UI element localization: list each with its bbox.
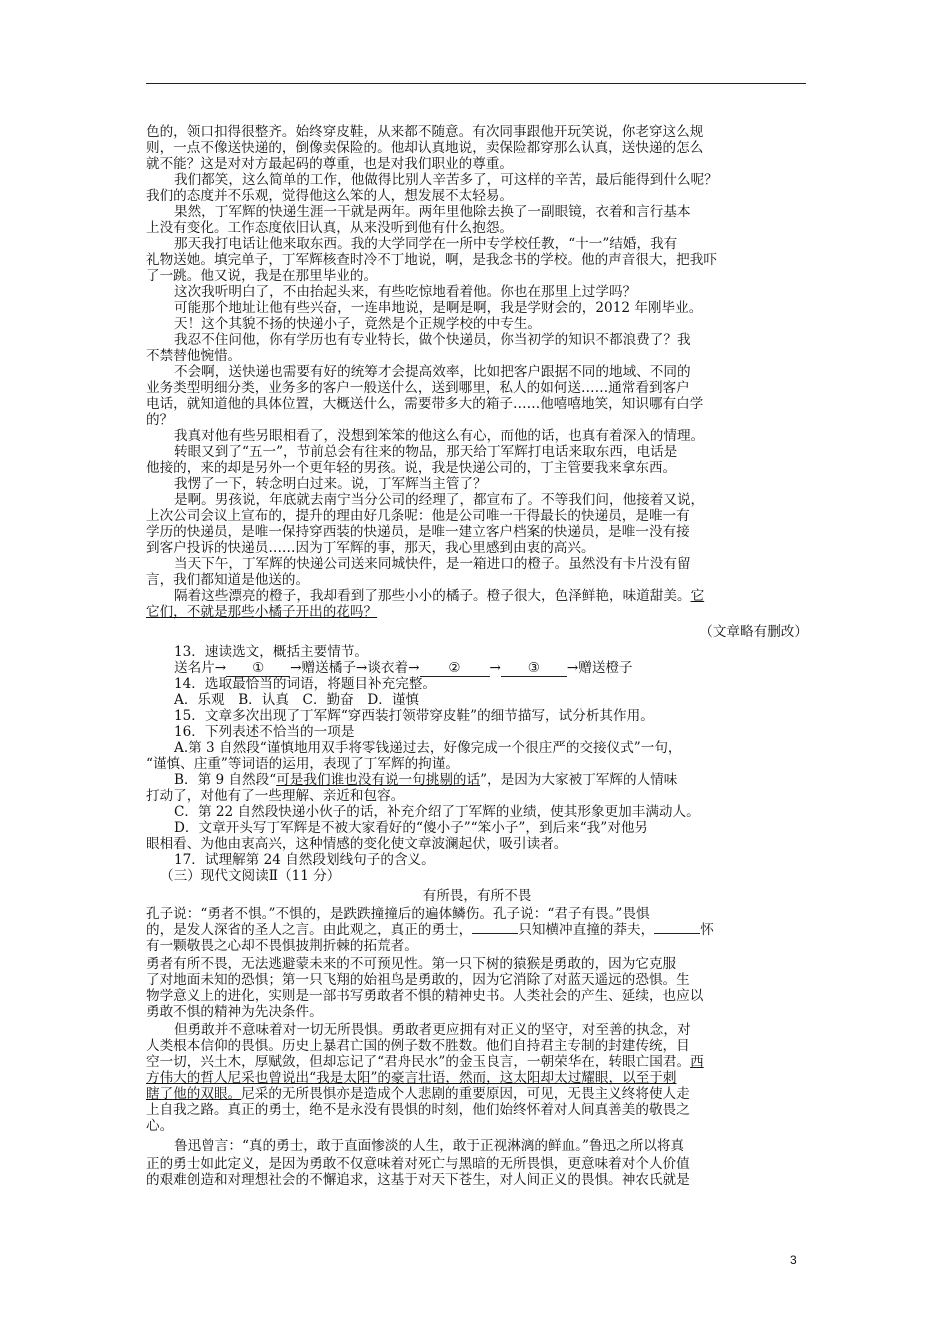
text-line: 业务类型明细分类，业务多的客户一般送什么，送到哪里，私人的如何送……通常看到客户	[146, 380, 690, 396]
text-line: 礼物送她。填完单子，丁军辉核查时冷不丁地说，啊，是我念书的学校。他的声音很大，把我吓	[146, 252, 717, 268]
option-a: A.第 3 自然段“谨慎地用双手将零钱递过去，好像完成一个很庄严的交接仪式”一句，	[174, 740, 682, 756]
text-line	[146, 1070, 808, 1086]
answer-blank-2[interactable]: ②	[420, 660, 490, 677]
text-line: 当天下午，丁军辉的快递公司送来同城快件，是一箱进口的橙子。虽然没有卡片没有留	[174, 556, 691, 572]
text-line	[146, 1086, 808, 1102]
text-line: 鲁迅曾言：“真的勇士，敢于直面惨淡的人生，敢于正视淋漓的鲜血。”鲁迅之所以将真	[174, 1138, 685, 1154]
underlined-sentence: 瞎了他的双眼。	[146, 1086, 242, 1102]
text-line: 我真对他有些另眼相看了，没想到笨笨的他这么有心，而他的话，也真有着深入的情理。	[174, 428, 705, 444]
text-line: 心。	[146, 1118, 174, 1134]
text-line: 我们都笑，这么简单的工作，他做得比别人辛苦多了，可这样的辛苦，最后能得到什么呢？	[174, 172, 718, 188]
option-c: C．第 22 自然段快递小伙子的话，补充介绍了丁军辉的业绩，使其形象更加丰满动人。	[174, 804, 700, 820]
underlined-sentence: 西	[690, 1054, 704, 1070]
text-span: 送名片→	[174, 660, 227, 676]
text-span: 尼采的无所畏惧亦是造成个人悲剧的重要原因，可见，无畏主义终将使人走	[241, 1086, 690, 1102]
question-15: 15．文章多次出现了丁军辉“穿西装打领带穿皮鞋”的细节描写，试分析其作用。	[174, 708, 654, 724]
text-line: 但勇敢并不意味着对一切无所畏惧。勇敢者更应拥有对正义的坚守，对至善的执念，对	[174, 1022, 691, 1038]
underlined-sentence: 方伟大的哲人尼采也曾说出“我是太阳”的豪言壮语，然而，这太阳却太过耀眼，以至于刺	[146, 1070, 677, 1086]
text-line: 电话，就知道他的具体位置，大概送什么，需要带多大的箱子……他嘻嘻地笑，知识哪有白学	[146, 396, 704, 412]
fill-blank[interactable]	[472, 933, 518, 934]
question-16: 16．下列表述不恰当的一项是	[174, 724, 355, 740]
question-14-options: A．乐观 B．认真 C．勤奋 D．谨慎	[174, 692, 420, 708]
answer-blank-1[interactable]: ①	[226, 660, 290, 677]
text-line: 物学意义上的进化，实则是一部书写勇敢者不惧的精神史书。人类社会的产生、延续，也应以	[146, 988, 704, 1004]
text-span: 隔着这些漂亮的橙子，我却看到了那些小小的橘子。橙子很大，色泽鲜艳，味道甜美。	[174, 588, 691, 604]
text-line: 上没有变化。工作态度依旧认真，从来没听到他有什么抱怨。	[146, 220, 514, 236]
text-line: 我忍不住问他，你有学历也有专业特长，做个快递员，你当初学的知识不都浪费了？我	[174, 332, 691, 348]
fill-blank[interactable]	[654, 933, 700, 934]
text-line: 可能那个地址让他有些兴奋，一连串地说，是啊是啊，我是学财会的，2012 年刚毕业。	[174, 300, 703, 316]
answer-blank-3[interactable]: ③	[501, 660, 567, 677]
underlined-sentence: 它	[690, 588, 705, 604]
text-line: 则，一点不像送快递的，倒像卖保险的。他却认真地说，卖保险都穿那么认真，送快递的怎么	[146, 140, 704, 156]
text-line: 色的，领口扣得很整齐。始终穿皮鞋，从来都不随意。有次同事跟他开玩笑说，你老穿这么规	[146, 124, 704, 140]
text-line: 果然，丁军辉的快递生涯一干就是两年。两年里他除去换了一副眼镜，衣着和言行基本	[174, 204, 691, 220]
question-17: 17．试理解第 24 自然段划线句子的含义。	[174, 852, 435, 868]
text-line: 天！这个其貌不扬的快递小子，竟然是个正规学校的中专生。	[174, 316, 542, 332]
text-span: 怀	[700, 922, 714, 938]
text-line: 孔子说：“勇者不惧。”不惧的，是跌跌撞撞后的遍体鳞伤。孔子说：“君子有畏。”畏惧	[146, 906, 650, 922]
text-line: 上次公司会议上宣布的，提升的理由好几条呢：他是公司唯一干得最长的快递员，是唯一有	[146, 508, 690, 524]
section-heading: （三）现代文阅读Ⅱ（11 分）	[160, 868, 341, 884]
text-span: →赠送橙子	[566, 660, 633, 676]
text-span: B．第 9 自然段“	[174, 772, 277, 788]
text-span: 只知横冲直撞的莽夫，	[518, 922, 655, 938]
text-line: 眼相看、为他由衷高兴，这种情感的变化使文章波澜起伏，吸引读者。	[146, 836, 568, 852]
text-line	[146, 1054, 808, 1070]
text-span: →	[489, 660, 501, 676]
text-line: 了一跳。他又说，我是在那里毕业的。	[146, 268, 378, 284]
text-line: 这次我听明白了，不由抬起头来，有些吃惊地看着他。你也在那里上过学吗？	[174, 284, 637, 300]
text-span: 空一切，兴土木，厚赋敛，但却忘记了“君舟民水”的金玉良言，一朝荣华在，转眼亡国君。	[146, 1054, 691, 1070]
text-line: 我们的态度并不乐观，觉得他这么笨的人，想发展不太轻易。	[146, 188, 514, 204]
text-line: 上自我之路。真正的勇士，绝不是永没有畏惧的时刻，他们始终怀着对人间真善美的敬畏之	[146, 1102, 690, 1118]
text-line: 勇者有所不畏，无法逃避蒙未来的不可预见性。第一只下树的猿猴是勇敢的，因为它克服	[146, 956, 677, 972]
underlined-sentence: 它们，不就是那些小橘子开出的花吗？	[146, 604, 378, 620]
text-line	[146, 922, 808, 938]
text-line: “谨慎、庄重”等词语的运用，表现了丁军辉的拘谨。	[146, 756, 459, 772]
text-line: 不会啊，送快递也需要有好的统筹才会提高效率，比如把客户跟据不同的地域、不同的	[174, 364, 691, 380]
header-rule	[146, 83, 806, 84]
text-line: 他接的，来的却是另外一个更年轻的男孩。说，我是快递公司的，丁主管要我来拿东西。	[146, 460, 677, 476]
text-line: 言，我们都知道是他送的。	[146, 572, 310, 588]
text-line: 学历的快递员，是唯一保持穿西装的快递员，是唯一建立客户档案的快递员，是唯一没有接	[146, 524, 690, 540]
option-d: D．文章开头写丁军辉是不被大家看好的“傻小子”“笨小子”，到后来“我”对他另	[174, 820, 648, 836]
text-line	[146, 604, 808, 620]
plot-chain	[146, 660, 808, 677]
text-line: 转眼又到了“五一”，节前总会有往来的物品，那天给丁军辉打电话来取东西，电话是	[174, 444, 678, 460]
text-line: 有一颗敬畏之心却不畏惧披荆折棘的拓荒者。	[146, 938, 418, 954]
underlined-quote: 可是我们谁也没有说一句挑剔的话	[276, 772, 481, 788]
source-note: （文章略有删改）	[699, 624, 808, 640]
text-line: 那天我打电话让他来取东西。我的大学同学在一所中专学校任教，“十一”结婚，我有	[174, 236, 678, 252]
text-line: 不禁替他惋惜。	[146, 348, 242, 364]
text-span: →赠送橘子→谈衣着→	[290, 660, 420, 676]
text-line: 我愣了一下，转念明白过来。说，丁军辉当主管了？	[174, 476, 487, 492]
question-13: 13．速读选文，概括主要情节。	[174, 644, 369, 660]
text-span: ”，是因为大家被丁军辉的人情味	[480, 772, 678, 788]
text-line: 正的勇士如此定义，是因为勇敢不仅意味着对死亡与黑暗的无所畏惧，更意味着对个人价值	[146, 1156, 690, 1172]
text-line: 的？	[146, 412, 174, 428]
text-line: 打动了，对他有了一些理解、亲近和包容。	[146, 788, 405, 804]
question-14: 14．选取最恰当的词语，将题目补充完整。	[174, 676, 436, 692]
page-number: 3	[790, 1253, 797, 1267]
text-line: 人类根本信仰的畏惧。历史上暴君亡国的例子数不胜数。他们自持君主专制的封建传统，目	[146, 1038, 690, 1054]
text-line	[146, 588, 808, 604]
text-line: 到客户投诉的快递员……因为丁军辉的事，那天，我心里感到由衷的高兴。	[146, 540, 595, 556]
text-line: 勇敢不惧的精神为先决条件。	[146, 1004, 323, 1020]
text-line: 是啊。男孩说，年底就去南宁当分公司的经理了，都宣布了。不等我们问，他接着又说，	[174, 492, 705, 508]
essay-title: 有所畏，有所不畏	[422, 888, 532, 904]
text-span: 的，是发人深省的圣人之言。由此观之，真正的勇士，	[146, 922, 473, 938]
text-line: 的艰难创造和对理想社会的不懈追求，这基于对天下苍生，对人间正义的畏惧。神农氏就是	[146, 1172, 690, 1188]
text-line: 就不能？这是对对方最起码的尊重，也是对我们职业的尊重。	[146, 156, 514, 172]
text-line: 了对地面未知的恐惧；第一只飞翔的始祖鸟是勇敢的，因为它消除了对蓝天遥远的恐惧。生	[146, 972, 690, 988]
option-b	[146, 772, 808, 788]
